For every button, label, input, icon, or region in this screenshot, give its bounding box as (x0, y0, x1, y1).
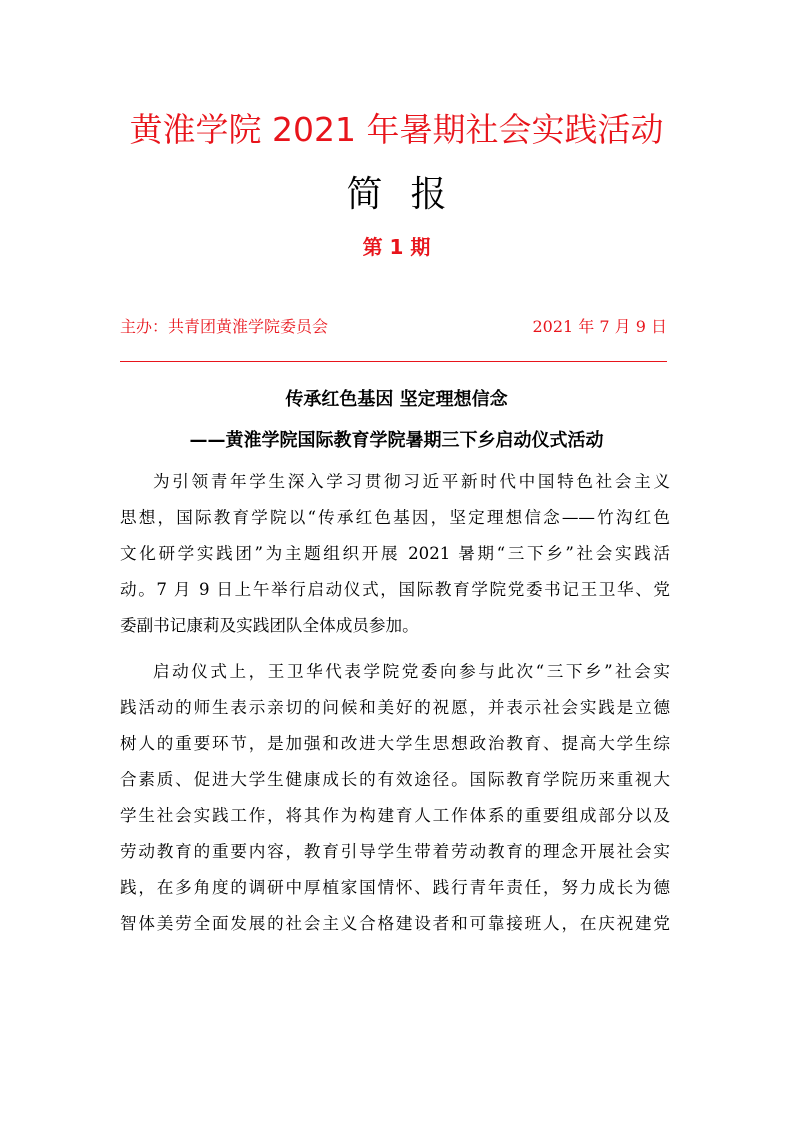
paragraph-1 (120, 464, 670, 644)
text-line: 合素质、促进大学生健康成长的有效途径。国际教育学院历来重视大 (120, 770, 670, 789)
text-line: 践，在多角度的调研中厚植家国情怀、践行青年责任，努力成长为德 (120, 878, 670, 897)
text-line: 启动仪式上，王卫华代表学院党委向参与此次“三下乡”社会实 (153, 662, 670, 681)
text-line: 劳动教育的重要内容，教育引导学生带着劳动教育的理念开展社会实 (120, 842, 670, 861)
text-line: 动。7 月 9 日上午举行启动仪式，国际教育学院党委书记王卫华、党 (120, 580, 670, 599)
text-line: 树人的重要环节，是加强和改进大学生思想政治教育、提高大学生综 (120, 734, 670, 753)
text-line: 智体美劳全面发展的社会主义合格建设者和可靠接班人，在庆祝建党 (120, 914, 670, 933)
meta-row (120, 314, 667, 340)
host-organization: 主办：共青团黄淮学院委员会 (120, 317, 329, 336)
main-title: 黄淮学院 2021 年暑期社会实践活动 (129, 110, 664, 149)
header-divider (120, 361, 667, 362)
article-subtitle: ——黄淮学院国际教育学院暑期三下乡启动仪式活动 (189, 430, 604, 451)
article-body (120, 464, 670, 942)
text-line: 委副书记康莉及实践团队全体成员参加。 (120, 616, 419, 635)
publish-date: 2021 年 7 月 9 日 (532, 317, 667, 336)
text-line: 思想，国际教育学院以“传承红色基因，坚定理想信念——竹沟红色 (120, 508, 670, 527)
text-line: 践活动的师生表示亲切的问候和美好的祝愿，并表示社会实践是立德 (120, 698, 670, 717)
text-line: 为引领青年学生深入学习贯彻习近平新时代中国特色社会主义 (153, 472, 670, 491)
paragraph-2 (120, 654, 670, 942)
text-line: 学生社会实践工作，将其作为构建育人工作体系的重要组成部分以及 (120, 806, 670, 825)
article-title: 传承红色基因 坚定理想信念 (285, 389, 508, 410)
paragraph-gap (120, 644, 670, 654)
issue-number: 第 1 期 (362, 235, 431, 259)
text-line: 文化研学实践团”为主题组织开展 2021 暑期“三下乡”社会实践活 (120, 544, 670, 563)
bulletin-title: 简报 (346, 174, 475, 215)
